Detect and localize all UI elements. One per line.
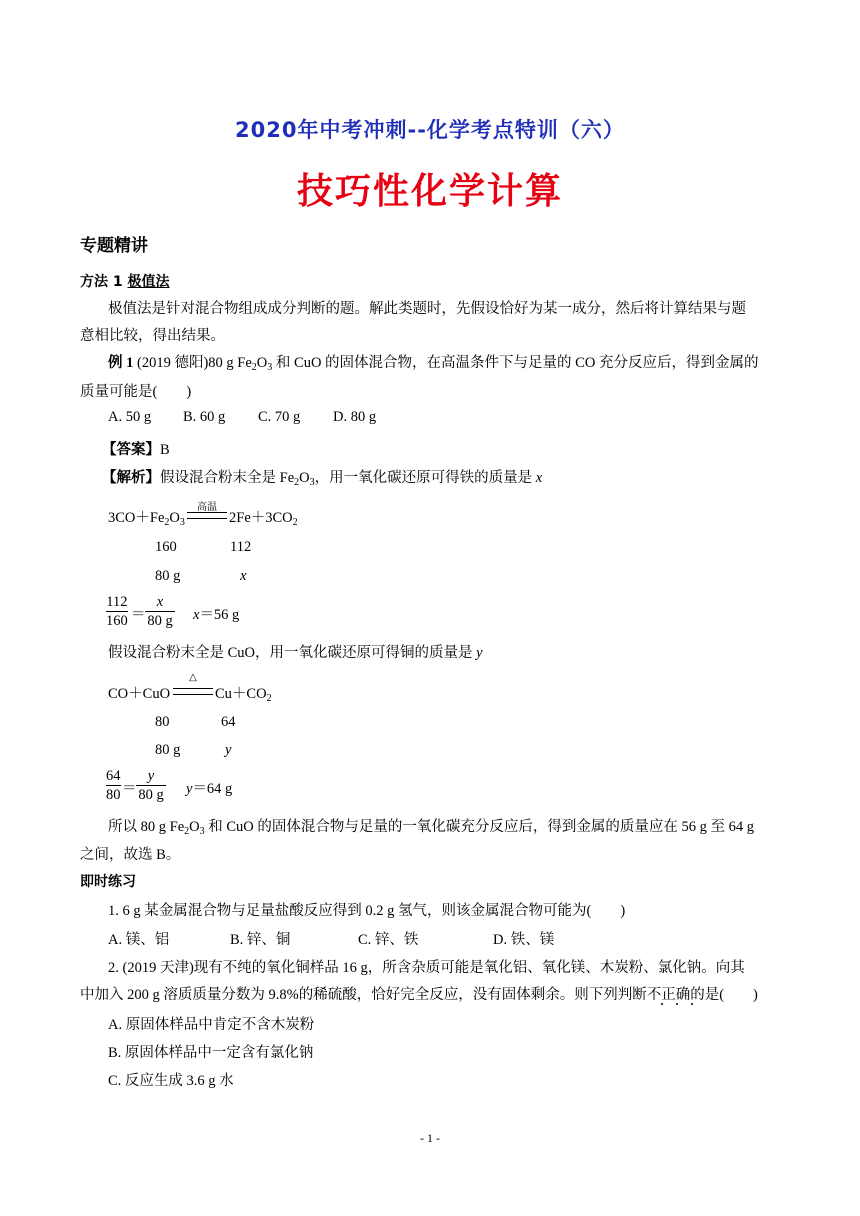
option-a: A. 50 g: [108, 409, 152, 425]
option-c: C. 70 g: [258, 409, 301, 425]
practice-q1-option-d: D. 铁、镁: [493, 932, 555, 948]
denominator: 160: [106, 613, 128, 629]
analysis-text: ，用一氧化碳还原可得铁的质量是: [314, 470, 536, 486]
example-label: 例 1: [108, 355, 134, 371]
variable-x: x: [156, 594, 164, 610]
answer-label: 【答案】: [102, 442, 160, 458]
subscript: 2: [294, 477, 300, 488]
result-y: y＝64 g: [186, 781, 233, 797]
equation-equals-sign: [173, 688, 213, 695]
practice-q2-line1: 2. (2019 天津)现有不纯的氧化铜样品 16 g，所含杂质可能是氧化铝、氧化镁、木炭粉、氯化钠。向其: [108, 960, 745, 976]
numerator: 64: [106, 768, 121, 784]
emphasis-dot: [691, 1003, 693, 1005]
variable-y: y: [225, 742, 232, 758]
equation-1-left: [108, 506, 185, 527]
analysis-text: 假设混合粉末全是 CuO，用一氧化碳还原可得铜的质量是: [108, 645, 477, 661]
method-label: 方法 1: [80, 274, 128, 290]
example-question-line2: 质量可能是( ): [80, 384, 192, 400]
variable-x: x: [240, 568, 247, 584]
equation-1-right: [229, 506, 298, 527]
reaction-condition-heat-icon: △: [189, 672, 197, 683]
practice-q2-option-b: B. 原固体样品中一定含有氯化钠: [108, 1045, 314, 1061]
practice-heading: 即时练习: [80, 874, 136, 890]
example-question-line1: [108, 351, 758, 372]
equation-2-right: [215, 682, 272, 703]
denominator: 80: [106, 787, 121, 803]
conclusion-line1: [108, 815, 754, 836]
reaction-condition-high-temp: 高温: [197, 502, 217, 513]
fraction-112-160: [106, 593, 128, 630]
practice-q1-option-c: C. 锌、铁: [358, 932, 419, 948]
analysis-text: 假设混合粉末全是 Fe: [160, 470, 295, 486]
emphasis-dot: [661, 1003, 663, 1005]
given-mass-1: 80 g: [155, 568, 181, 584]
equation-text: Cu＋CO: [215, 686, 267, 702]
practice-q2-option-a: A. 原固体样品中肯定不含木炭粉: [108, 1017, 315, 1033]
subscript: 3: [179, 517, 185, 528]
page-title: 2020年中考冲刺--化学考点特训（六）: [235, 118, 625, 142]
subscript: 3: [267, 362, 273, 373]
analysis-label: 【解析】: [102, 470, 160, 486]
equation-text: 2Fe＋3CO: [229, 510, 293, 526]
equation-equals-sign: [187, 512, 227, 519]
method-name: 极值法: [127, 274, 170, 290]
answer-line: [102, 438, 170, 459]
subscript: 2: [266, 693, 272, 704]
analysis-line2: [108, 641, 483, 662]
fraction-y-80g: [136, 767, 166, 804]
practice-q2-line2: 中加入 200 g 溶质质量分数为 9.8%的稀硫酸，恰好完全反应，没有固体剩余。则下列判断不正确的是( ): [80, 987, 758, 1003]
fraction-x-80g: [145, 593, 175, 630]
page-subtitle: 技巧性化学计算: [296, 171, 563, 212]
molar-mass-fe2o3: 160: [155, 539, 177, 555]
emphasis-dot: [676, 1003, 678, 1005]
option-d: D. 80 g: [333, 409, 377, 425]
result-x: x＝56 g: [193, 607, 240, 623]
example-q-part: O: [256, 355, 268, 371]
conclusion-text: 和 CuO 的固体混合物与足量的一氧化碳充分反应后，得到金属的质量应在 56 g 至 64 g: [204, 819, 754, 835]
equation-text: O: [169, 510, 180, 526]
subscript: 2: [184, 826, 190, 837]
equals: ＝: [122, 781, 137, 797]
method-heading: [80, 271, 170, 291]
section-heading: 专题精讲: [80, 236, 148, 256]
numerator: [145, 593, 175, 611]
equation-text: 3CO＋Fe: [108, 510, 165, 526]
fraction-64-80: [106, 767, 121, 804]
analysis-text: O: [299, 470, 310, 486]
numerator: [136, 767, 166, 785]
denominator: 80 g: [138, 787, 164, 803]
variable-y: y: [476, 645, 483, 661]
method-desc-line1: 极值法是针对混合物组成成分判断的题。解此类题时，先假设恰好为某一成分，然后将计算结果与题: [108, 301, 746, 317]
subscript: 2: [292, 517, 298, 528]
page-number: - 1 -: [420, 1131, 440, 1145]
subscript: 3: [309, 477, 315, 488]
practice-q1-option-b: B. 锌、铜: [230, 932, 291, 948]
molar-mass-cu: 64: [221, 714, 236, 730]
equation-2-left: CO＋CuO: [108, 686, 171, 702]
subscript: 2: [251, 362, 257, 373]
option-b: B. 60 g: [183, 409, 226, 425]
molar-mass-cuo: 80: [155, 714, 170, 730]
unknown-x: [240, 568, 246, 585]
conclusion-text: 所以 80 g Fe: [108, 819, 185, 835]
equals: ＝: [131, 607, 146, 623]
subscript: 3: [199, 826, 205, 837]
denominator: 80 g: [147, 613, 173, 629]
variable-y: y: [147, 768, 155, 784]
analysis-line1: [102, 466, 542, 487]
variable-x: x: [535, 470, 543, 486]
conclusion-line2: 之间，故选 B。: [80, 847, 181, 863]
example-q-part: 和 CuO 的固体混合物，在高温条件下与足量的 CO 充分反应后，得到金属的: [272, 355, 759, 371]
practice-q2-option-c: C. 反应生成 3.6 g 水: [108, 1073, 234, 1089]
conclusion-text: O: [189, 819, 200, 835]
method-desc-line2: 意相比较，得出结果。: [80, 328, 225, 344]
practice-q1: 1. 6 g 某金属混合物与足量盐酸反应得到 0.2 g 氢气，则该金属混合物可能为( ): [108, 903, 626, 919]
molar-mass-fe: 112: [230, 539, 252, 555]
subscript: 2: [164, 517, 170, 528]
practice-q1-option-a: A. 镁、铝: [108, 932, 170, 948]
example-q-part: (2019 德阳)80 g Fe: [133, 355, 252, 371]
answer-value: B: [160, 442, 170, 458]
numerator: 112: [106, 594, 128, 610]
unknown-y: [225, 742, 231, 759]
given-mass-2: 80 g: [155, 742, 181, 758]
